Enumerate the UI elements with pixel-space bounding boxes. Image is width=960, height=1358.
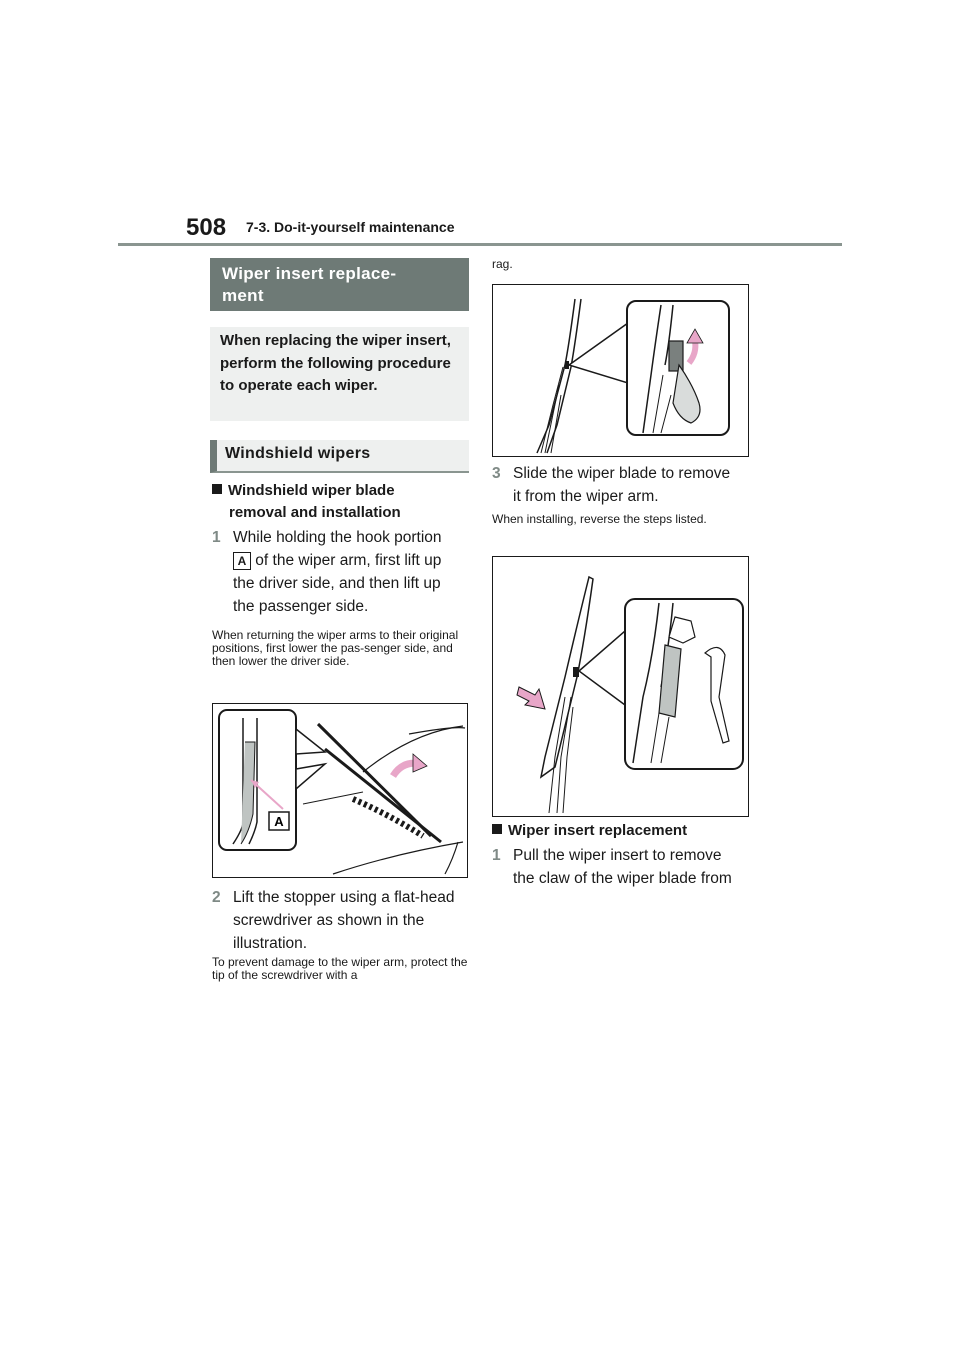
slide-blade-illustration [493,557,748,816]
figure-label-a: A [274,814,284,829]
wiper-insert-banner [210,258,469,311]
insert-heading-text: Wiper insert replacement [508,822,688,839]
insert-heading [492,820,754,842]
bullet-square-icon [492,824,502,834]
step2-line1: Lift the stopper using a flat-head [233,889,455,906]
step1-line3: the driver side, and then lift up [233,575,441,592]
banner-title: Wiper insert replace- ment [222,264,397,305]
step-number: 1 [492,847,501,864]
step-number: 3 [492,465,501,482]
header-rule [118,243,842,246]
label-a-box: A [233,552,251,570]
figure-slide-blade [492,556,749,817]
removal-heading [212,480,472,524]
insert-step1-line2: the claw of the wiper blade from [513,870,732,887]
note-protect-tip-cont: rag. [492,257,513,271]
insert-step-1 [492,844,754,890]
removal-step-1 [212,526,474,618]
step-number: 2 [212,889,221,906]
bullet-square-icon [212,484,222,494]
removal-step-3 [492,462,754,508]
note-reverse-steps: When installing, reverse the steps listed. [492,512,707,526]
removal-step-2 [212,886,474,955]
wiper-lift-illustration [213,704,467,877]
step-number: 1 [212,529,221,546]
section-title: 7-3. Do-it-yourself maintenance [246,219,455,235]
step1-line1: While holding the hook portion [233,529,442,546]
step1-line4: the passenger side. [233,598,369,615]
note-returning-arms: When returning the wiper arms to their original positions, first lower the pas-senger side, and then lower the driver side. [212,628,459,668]
removal-heading-line2: removal and installation [229,504,401,521]
figure-lift-stopper [492,284,749,457]
step2-line3: illustration. [233,935,308,952]
intro-text: When replacing the wiper insert, perform the following procedure to operate each wiper. [220,332,451,394]
stopper-illustration [493,285,748,456]
windshield-wipers-heading: Windshield wipers [210,440,469,473]
removal-heading-line1: Windshield wiper blade [228,482,395,499]
figure-lift-wiper-arm [212,703,468,878]
step3-line2: it from the wiper arm. [513,488,659,505]
step1-line2: of the wiper arm, first lift up [251,552,442,569]
note-protect-tip: To prevent damage to the wiper arm, protect the tip of the screwdriver with a [212,955,468,982]
intro-box [210,327,469,421]
page-number: 508 [186,214,227,241]
step2-line2: screwdriver as shown in the [233,912,425,929]
insert-step1-line1: Pull the wiper insert to remove [513,847,722,864]
step3-line1: Slide the wiper blade to remove [513,465,731,482]
